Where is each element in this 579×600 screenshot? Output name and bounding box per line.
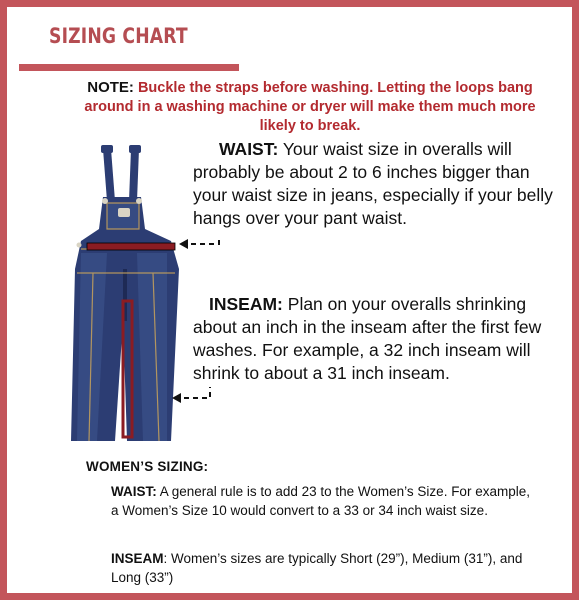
waist-description: [193, 138, 553, 230]
note-label: NOTE:: [87, 79, 134, 96]
womens-waist-label: WAIST:: [111, 484, 157, 499]
womens-inseam-paragraph: [111, 549, 531, 587]
waist-marker: [87, 243, 175, 250]
inseam-text: Plan on your overalls shrinking about an inch in the inseam after the first few washes. For example, a 32 inch inseam will shrink to about a 31 inch inseam.: [193, 294, 542, 383]
waist-text: Your waist size in overalls will probably be about 2 to 6 inches bigger than your waist size in jeans, especially if your belly hangs over your pant waist.: [193, 139, 553, 228]
womens-waist-text: A general rule is to add 23 to the Women’s Size. For example, a Women’s Size 10 would convert to a 33 or 34 inch waist size.: [111, 484, 530, 518]
waist-label: WAIST:: [219, 139, 279, 159]
inseam-label: INSEAM:: [209, 294, 283, 314]
inseam-arrow-icon: [170, 384, 220, 408]
page-title: SIZING CHART: [49, 24, 188, 48]
waist-arrow-icon: [177, 234, 227, 254]
womens-inseam-text: : Women’s sizes are typically Short (29”), Medium (31”), and Long (33”): [111, 551, 523, 585]
womens-sizing-title: WOMEN’S SIZING:: [86, 459, 209, 474]
womens-inseam-label: INSEAM: [111, 551, 164, 566]
womens-waist-paragraph: [111, 482, 531, 520]
note-block: [65, 78, 555, 136]
inseam-description: [193, 293, 553, 385]
note-text: Buckle the straps before washing. Letting the loops bang around in a washing machine or dryer will make them much more likely to break.: [84, 80, 536, 134]
womens-sizing-section: [86, 459, 546, 585]
